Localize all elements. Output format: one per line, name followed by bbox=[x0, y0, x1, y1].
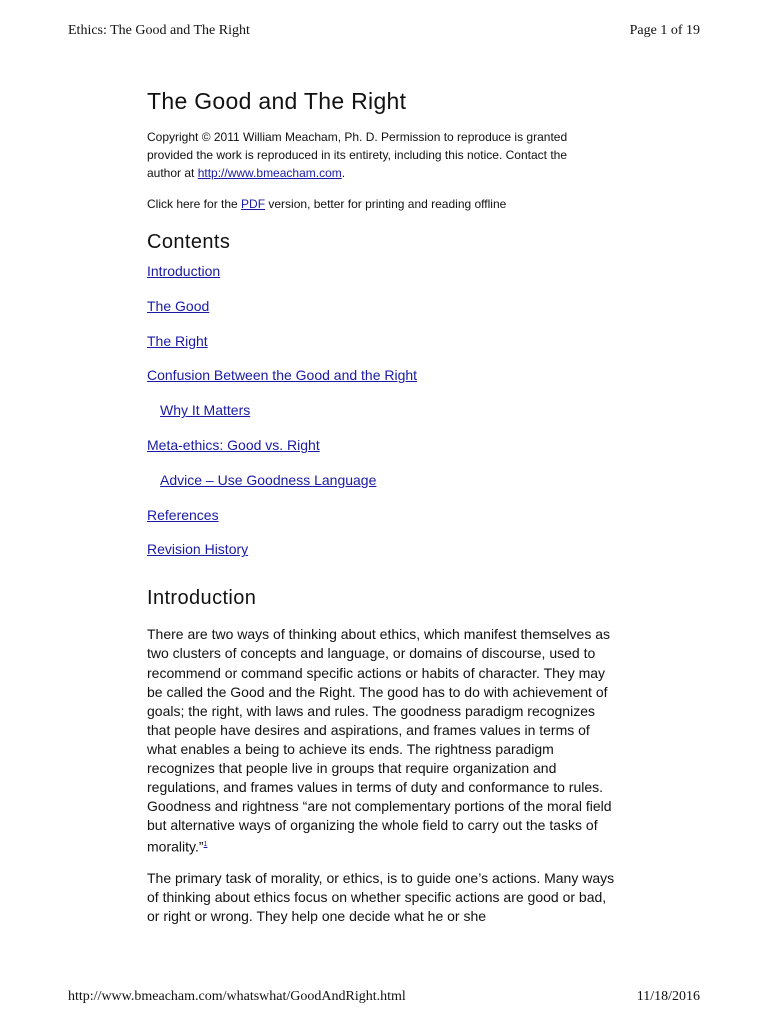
toc-link-meta-ethics[interactable]: Meta-ethics: Good vs. Right bbox=[147, 436, 320, 453]
pdf-notice-prefix: Click here for the bbox=[147, 197, 242, 211]
pdf-notice-suffix: version, better for printing and reading offline bbox=[265, 197, 507, 211]
pdf-notice bbox=[147, 195, 615, 213]
running-footer-url: http://www.bmeacham.com/whatswhat/GoodAndRight.html bbox=[68, 989, 406, 1004]
contents-heading: Contents bbox=[147, 231, 231, 253]
introduction-paragraph-1 bbox=[147, 625, 617, 857]
introduction-paragraph-1-text: There are two ways of thinking about ethics, which manifest themselves as two clusters of concepts and language, or domains of discourse, used to recommend or command specific actions or habits of character. They may be called the Good and the Right. The good has to do with achievement of goals; the right, with laws and rules. The goodness paradigm recognizes that people have desires and aspirations, and frames values in terms of what enables a being to achieve its ends. The rightness paradigm recognizes that people live in groups that require organization and regulations, and frames values in terms of duty and conformance to rules. Goodness and rightness “are not complementary portions of the moral field but alternative ways of organizing the whole field to carry out the tasks of morality.” bbox=[147, 626, 612, 856]
toc-link-confusion[interactable]: Confusion Between the Good and the Right bbox=[147, 367, 418, 384]
toc-link-advice[interactable]: Advice – Use Goodness Language bbox=[160, 471, 377, 488]
copyright-notice bbox=[147, 128, 603, 182]
toc-link-why-it-matters[interactable]: Why It Matters bbox=[160, 402, 251, 419]
toc-link-the-good[interactable]: The Good bbox=[147, 297, 210, 314]
toc-link-revision-history[interactable]: Revision History bbox=[147, 541, 249, 558]
introduction-heading: Introduction bbox=[147, 587, 257, 610]
copyright-end: . bbox=[341, 166, 346, 180]
footnote-link[interactable]: 1 bbox=[203, 841, 208, 849]
pdf-link[interactable]: PDF bbox=[241, 197, 266, 211]
introduction-paragraph-2: The primary task of morality, or ethics, is to guide one’s actions. Many ways of thinking about ethics focus on whether specific actions are good or bad, or right or wrong. They help one decide what he or she bbox=[147, 870, 615, 925]
running-header-title: Ethics: The Good and The Right bbox=[68, 23, 250, 38]
document-body bbox=[147, 84, 615, 926]
running-footer-date: 11/18/2016 bbox=[636, 989, 700, 1004]
document-title: The Good and The Right bbox=[147, 88, 407, 114]
author-website-link[interactable]: http://www.bmeacham.com bbox=[197, 166, 342, 180]
toc-link-the-right[interactable]: The Right bbox=[147, 332, 208, 349]
table-of-contents bbox=[147, 261, 615, 559]
toc-link-references[interactable]: References bbox=[147, 506, 219, 523]
copyright-text: Copyright © 2011 William Meacham, Ph. D. Permission to reproduce is granted provided the work is reproduced in its entirety, including this notice. Contact the author at bbox=[147, 130, 568, 180]
running-header-page-number: Page 1 of 19 bbox=[629, 23, 700, 38]
toc-link-introduction[interactable]: Introduction bbox=[147, 263, 221, 279]
